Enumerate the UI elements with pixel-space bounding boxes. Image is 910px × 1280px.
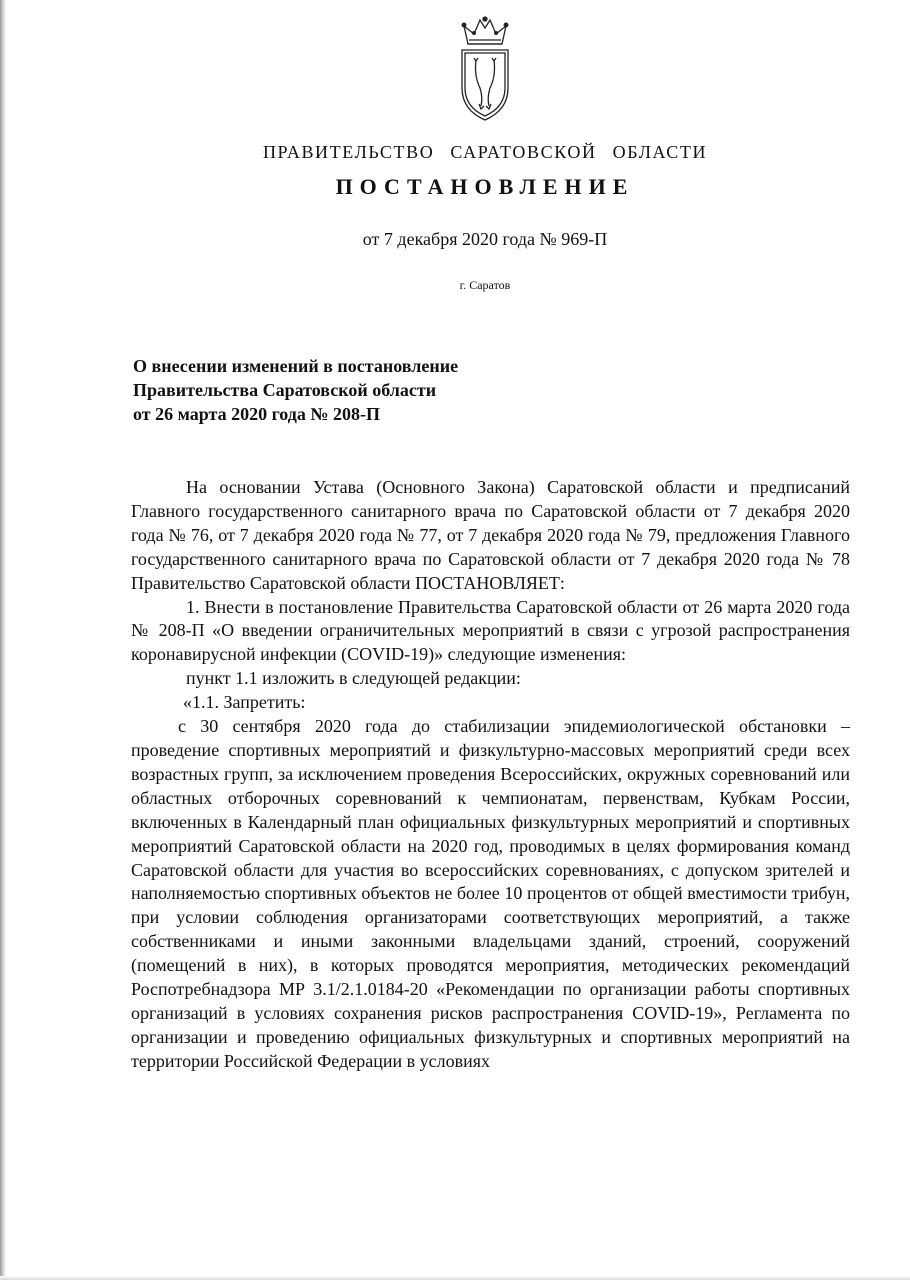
saratov-coat-of-arms-icon [450,14,520,124]
document-city: г. Саратов [459,278,511,292]
document-date-number: от 7 декабря 2020 года № 969-П [362,229,608,249]
body-paragraph-prohibition: с 30 сентября 2020 года до стабилизации эпидемиологической обстановки – проведение спортивных мероприятий и физкультурно-массовых мероприятий среди всех возрастных групп, за исключением проведения Всероссийских, окружных соревнований или областных отборочных соревнований к чемпионатам, первенствам, Кубкам России, включенных в Календарный план официальных физкультурных мероприятий и спортивных мероприятий Саратовской области на 2020 год, проводимых в целях формирования команд Саратовской области для участия во всероссийских соревнованиях, с допуском зрителей и наполняемостью спортивных объектов не более 10 процентов от общей вместимости трибун, при условии соблюдения организаторами соответствующих мероприятий, а также собственниками и иными законными владельцами зданий, строений, сооружений (помещений в них), в которых проводятся мероприятия, методических рекомендаций Роспотребнадзора МР 3.1/2.1.0184-20 «Рекомендации по организации работы спортивных организаций в условиях сохранения рисков распространения COVID-19», Регламента по организации и проведению официальных физкультурных и спортивных мероприятий на территории Российской Федерации в условиях [131,716,850,1071]
document-body [131,476,850,1074]
subject-line: от 26 марта 2020 года № 208-П [133,404,380,424]
subject-line: Правительства Саратовской области [133,380,437,400]
subject-line: О внесении изменений в постановление [133,356,459,376]
body-paragraph-quote-start: «1.1. Запретить: [183,692,306,713]
scan-edge-bottom [0,1276,910,1280]
organization-name: ПРАВИТЕЛЬСТВО САРАТОВСКОЙ ОБЛАСТИ [262,142,708,162]
body-paragraph-preamble: На основании Устава (Основного Закона) Саратовской области и предписаний Главного государственного санитарного врача по Саратовской области от 7 декабря 2020 года № 76, от 7 декабря 2020 года № 77, от 7 декабря 2020 года № 79, предложения Главного государственного санитарного врача по Саратовской области от 7 декабря 2020 года № 78 Правительство Саратовской области ПОСТАНОВЛЯЕТ: [131,477,850,593]
body-paragraph-item-1: 1. Внести в постановление Правительства Саратовской области от 26 марта 2020 года № 208-П «О введении ограничительных мероприятий в связи с угрозой распространения коронавирусной инфекции (COVID-19)» следующие изменения: [131,596,850,665]
body-paragraph-point: пункт 1.1 изложить в следующей редакции: [186,668,521,689]
document-type-title: ПОСТАНОВЛЕНИЕ [335,174,635,199]
document-subject [133,354,653,426]
